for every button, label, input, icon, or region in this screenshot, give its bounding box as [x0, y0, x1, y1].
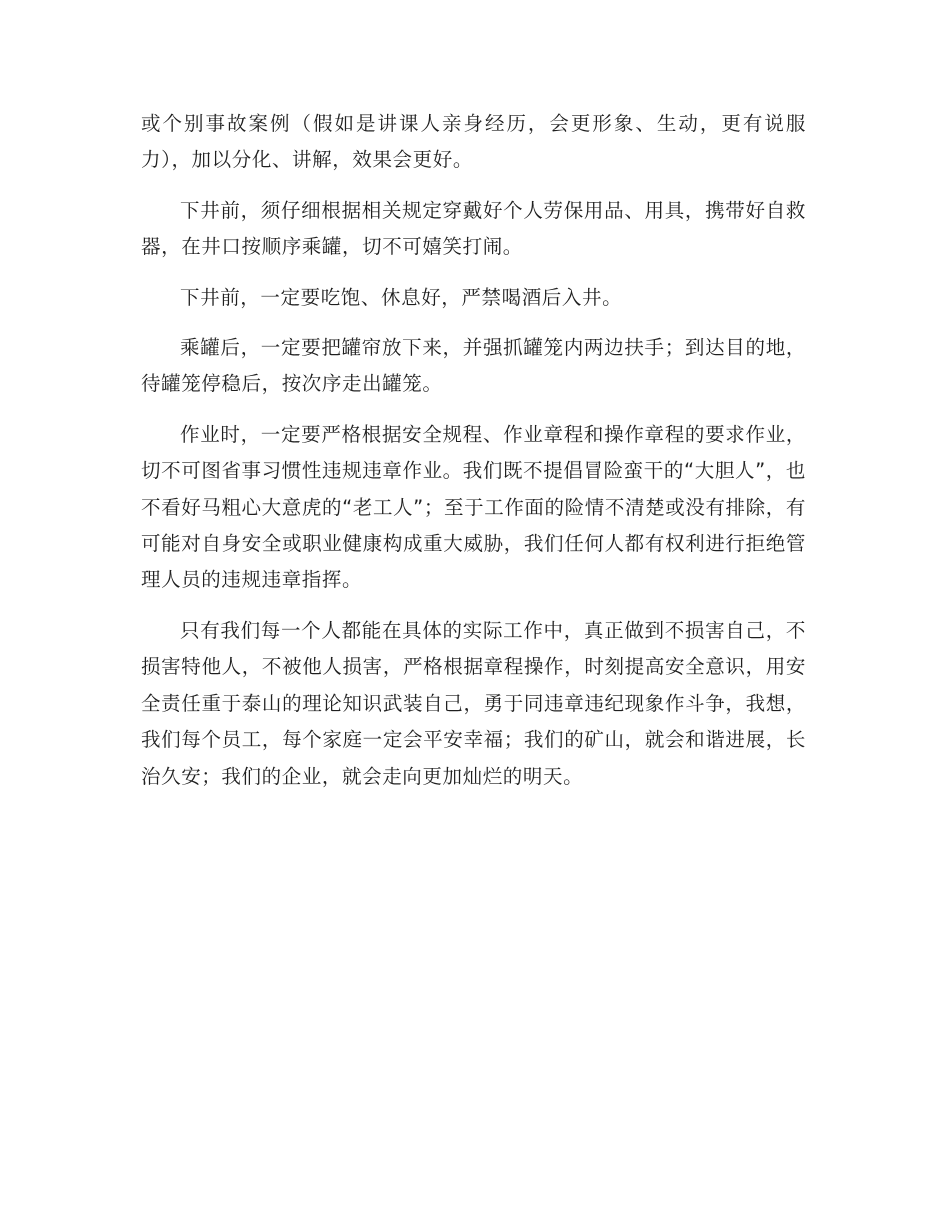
paragraph-preparation: 下井前，须仔细根据相关规定穿戴好个人劳保用品、用具，携带好自救器，在井口按顺序乘罐，切不可嬉笑打闹。 — [141, 198, 806, 259]
paragraph-continuation: 或个别事故案例（假如是讲课人亲身经历，会更形象、生动，更有说服力），加以分化、讲解，效果会更好。 — [141, 112, 806, 172]
document-body — [141, 106, 806, 795]
paragraph-conclusion: 只有我们每一个人都能在具体的实际工作中，真正做到不损害自己，不损害特他人，不被他人损害，严格根据章程操作，时刻提高安全意识，用安全责任重于泰山的理论知识武装自己，勇于同违章违纪现象作斗争，我想，我们每个员工，每个家庭一定会平安幸福；我们的矿山，就会和谐进展，长治久安；我们的企业，就会走向更加灿烂的明天。 — [141, 618, 806, 788]
paragraph-cage-ride: 乘罐后，一定要把罐帘放下来，并强抓罐笼内两边扶手；到达目的地，待罐笼停稳后，按次序走出罐笼。 — [141, 336, 806, 396]
paragraph-eat-rest: 下井前，一定要吃饱、休息好，严禁喝酒后入井。 — [180, 285, 623, 309]
paragraph-work-rules: 作业时，一定要严格根据安全规程、作业章程和操作章程的要求作业，切不可图省事习惯性违规违章作业。我们既不提倡冒险蛮干的“大胆人”，也不看好马粗心大意虎的“老工人”；至于工作面的险情不清楚或没有排除，有可能对自身安全或职业健康构成重大威胁，我们任何人都有权利进行拒绝管理人员的违规违章指挥。 — [141, 422, 806, 592]
